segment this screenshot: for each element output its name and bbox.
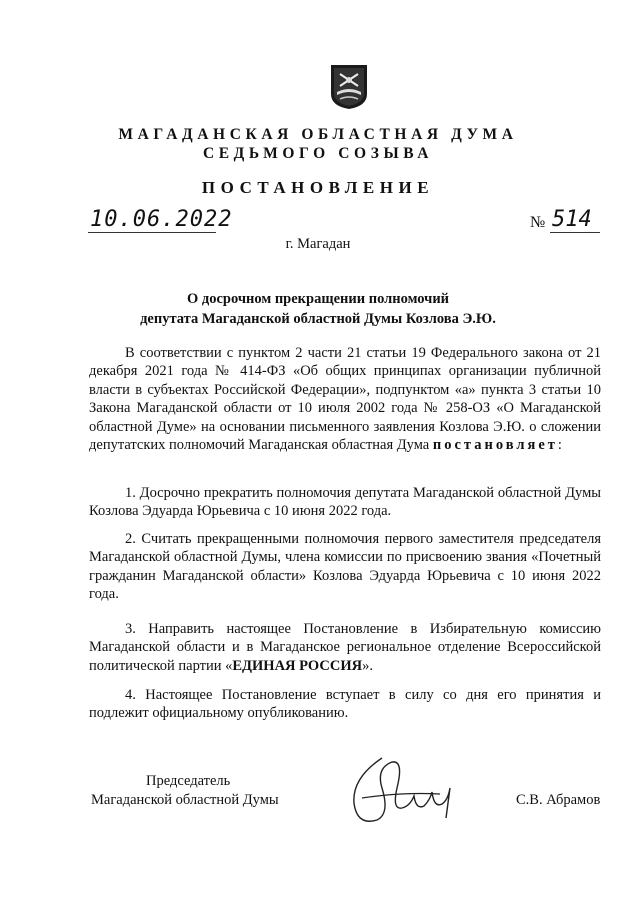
- item-3: [89, 620, 601, 675]
- title-line-1: О досрочном прекращении полномочий: [186, 291, 450, 307]
- title-line-2: депутата Магаданской областной Думы Козлова Э.Ю.: [140, 311, 496, 327]
- item-3-end: ».: [362, 657, 373, 674]
- preamble-text: В соответствии с пунктом 2 части 21 статьи 19 Федерального закона от 21 декабря 2021 года № 414-ФЗ «Об общих принципах организации публичной власти в субъектах Российской Федерации», подпунктом «а» пункта 3 статьи 10 Закона Магаданской области от 10 июля 2002 года № 258-ОЗ «О Магаданской областной Думе» на основании письменного заявления Козлова Э.Ю. о сложении депутатских полномочий Магаданская областная Дума: [89, 345, 601, 454]
- party-name: ЕДИНАЯ РОССИЯ: [232, 657, 363, 674]
- document-number: 514: [552, 207, 592, 232]
- resolves-colon: :: [557, 437, 562, 454]
- city: г. Магадан: [285, 236, 351, 252]
- item-2: 2. Считать прекращенными полномочия первого заместителя председателя Магаданской областной Думы, члена комиссии по присвоению звания «Почетный гражданин Магаданской области» Козлова Эдуарда Юрьевича с 10 июня 2022 года.: [89, 531, 601, 603]
- handwritten-signature-icon: [342, 748, 457, 832]
- org-name: МАГАДАНСКАЯ ОБЛАСТНАЯ ДУМА: [118, 126, 518, 143]
- signer-position-line-1: Председатель: [146, 773, 231, 789]
- preamble-paragraph: [89, 344, 601, 454]
- number-underline: [550, 232, 600, 233]
- date-underline: [88, 232, 216, 233]
- signer-name: С.В. Абрамов: [516, 792, 601, 808]
- item-1: 1. Досрочно прекратить полномочия депутата Магаданской областной Думы Козлова Эдуарда Юрьевича с 10 июня 2022 года.: [89, 485, 601, 520]
- signer-position-line-2: Магаданской областной Думы: [91, 792, 279, 808]
- document-type: ПОСТАНОВЛЕНИЕ: [201, 178, 435, 197]
- resolves-word: постановляет: [432, 437, 558, 454]
- item-3-text: 3. Направить настоящее Постановление в Избирательную комиссию Магаданской области и в Магаданское региональное отделение Всероссийской политической партии «: [89, 621, 601, 674]
- coat-of-arms-icon: [328, 62, 370, 110]
- convocation: СЕДЬМОГО СОЗЫВА: [202, 145, 434, 162]
- item-4: 4. Настоящее Постановление вступает в силу со дня его принятия и подлежит официальному опубликованию.: [89, 687, 601, 722]
- document-date: 10.06.2022: [90, 207, 233, 232]
- number-label: №: [530, 214, 546, 231]
